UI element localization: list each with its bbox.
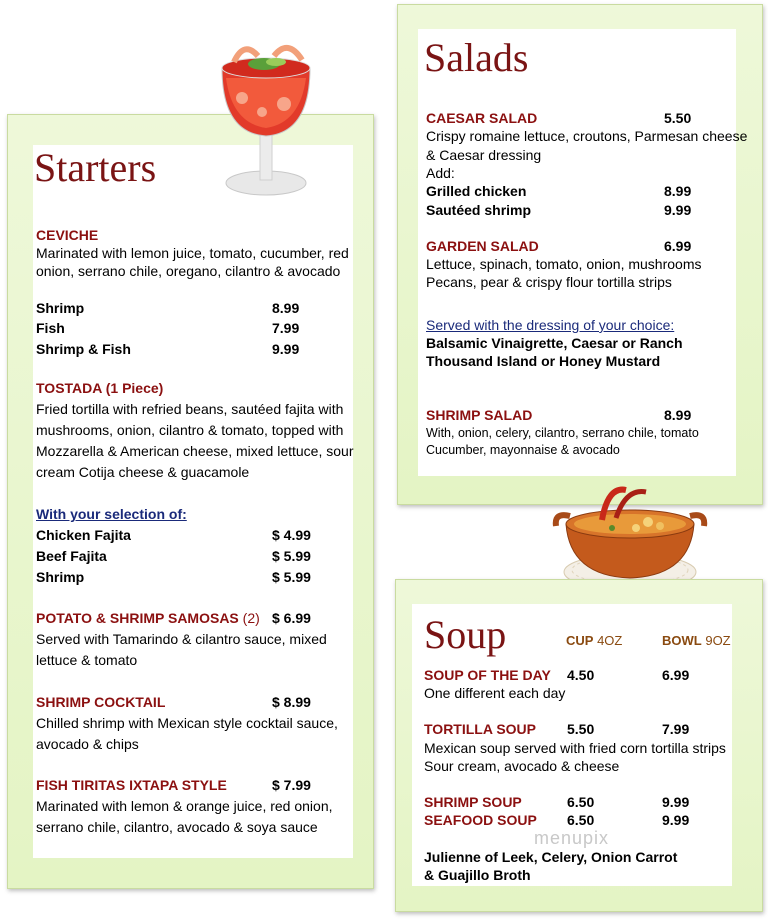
starters-title: Starters [34,145,157,190]
dressing-line-2: Thousand Island or Honey Mustard [426,353,661,369]
bowl-label: BOWL [662,633,702,648]
watermark: menupix [534,828,610,848]
tiritas-desc-1: Marinated with lemon & orange juice, red onion, [36,798,333,814]
samosas-name [36,609,260,627]
shrimp-salad-desc-1: With, onion, celery, cilantro, serrano chile, tomato [426,426,699,440]
cocktail-desc-2: avocado & chips [36,736,139,752]
caesar-price: 5.50 [664,110,692,126]
tostada-option-price: $ 5.99 [272,569,311,585]
soup-item-bowl: 6.99 [662,667,690,683]
caesar-desc-1: Crispy romaine lettuce, croutons, Parmesan cheese [426,128,748,144]
broth-line-1: Julienne of Leek, Celery, Onion Carrot [424,849,678,865]
soup-item-name: SHRIMP SOUP [424,794,522,810]
shrimp-cocktail-image [212,28,320,200]
tostada-desc-4: cream Cotija cheese & guacamole [36,464,250,480]
dressing-line-1: Balsamic Vinaigrette, Caesar or Ranch [426,335,683,351]
caesar-name: CAESAR SALAD [426,110,538,126]
soup-item-bowl: 9.99 [662,812,690,828]
caesar-add-label: Add: [426,165,455,181]
soup-item-cup: 6.50 [567,812,595,828]
garden-desc-1: Lettuce, spinach, tomato, onion, mushrooms [426,256,702,272]
soup-item-cup: 4.50 [567,667,595,683]
tostada-option-price: $ 5.99 [272,548,311,564]
shrimp-salad-price: 8.99 [664,407,692,423]
bowl-header [662,632,731,650]
garden-name: GARDEN SALAD [426,238,539,254]
samosas-qty: (2) [242,610,260,626]
ceviche-option-price: 8.99 [272,300,300,316]
ceviche-option-name: Shrimp & Fish [36,341,131,357]
tostada-option-name: Shrimp [36,569,85,585]
tostada-name: TOSTADA (1 Piece) [36,380,164,396]
caesar-addon-name: Grilled chicken [426,183,527,199]
shrimp-salad-name: SHRIMP SALAD [426,407,533,423]
tostada-option-name: Beef Fajita [36,548,107,564]
ceviche-desc-1: Marinated with lemon juice, tomato, cucumber, red [36,245,349,261]
caesar-desc-2: & Caesar dressing [426,147,542,163]
soup-item-cup: 5.50 [567,721,595,737]
soup-item-desc: Mexican soup served with fried corn tortilla strips [424,740,726,756]
soup-item-bowl: 9.99 [662,794,690,810]
samosas-price: $ 6.99 [272,610,311,626]
tostada-option-price: $ 4.99 [272,527,311,543]
samosas-title: POTATO & SHRIMP SAMOSAS [36,610,239,626]
tostada-desc-2: mushrooms, onion, cilantro & tomato, topped with [36,422,344,438]
soup-item-desc: Sour cream, avocado & cheese [424,758,620,774]
dressing-heading: Served with the dressing of your choice: [426,317,675,333]
broth-line-2: & Guajillo Broth [424,867,531,883]
tostada-option-name: Chicken Fajita [36,527,131,543]
soup-item-name: SEAFOOD SOUP [424,812,537,828]
tostada-desc-1: Fried tortilla with refried beans, sautéed fajita with [36,401,344,417]
tiritas-desc-2: serrano chile, cilantro, avocado & soya sauce [36,819,318,835]
garden-desc-2: Pecans, pear & crispy flour tortilla strips [426,274,672,290]
soup-item-bowl: 7.99 [662,721,690,737]
ceviche-option-name: Fish [36,320,65,336]
soup-item-desc: One different each day [424,685,566,701]
ceviche-name: CEVICHE [36,227,99,243]
caesar-addon-name: Sautéed shrimp [426,202,532,218]
caesar-addon-price: 8.99 [664,183,692,199]
ceviche-option-price: 7.99 [272,320,300,336]
bowl-size: 9OZ [705,633,731,648]
ceviche-desc-2: onion, serrano chile, oregano, cilantro & avocado [36,263,341,279]
ceviche-option-name: Shrimp [36,300,85,316]
soup-title: Soup [424,612,507,657]
samosas-desc-1: Served with Tamarindo & cilantro sauce, mixed [36,631,327,647]
cocktail-price: $ 8.99 [272,694,311,710]
cocktail-desc-1: Chilled shrimp with Mexican style cocktail sauce, [36,715,338,731]
salads-title: Salads [424,35,529,80]
soup-item-name: TORTILLA SOUP [424,721,536,737]
cup-header [566,632,622,650]
caesar-addon-price: 9.99 [664,202,692,218]
samosas-desc-2: lettuce & tomato [36,652,138,668]
cup-size: 4OZ [597,633,623,648]
cocktail-name: SHRIMP COCKTAIL [36,694,166,710]
garden-price: 6.99 [664,238,692,254]
soup-item-name: SOUP OF THE DAY [424,667,551,683]
tiritas-price: $ 7.99 [272,777,311,793]
tostada-desc-3: Mozzarella & American cheese, mixed lettuce, sour [36,443,354,459]
tostada-selection-heading: With your selection of: [36,506,187,522]
ceviche-option-price: 9.99 [272,341,300,357]
tiritas-name: FISH TIRITAS IXTAPA STYLE [36,777,227,793]
shrimp-salad-desc-2: Cucumber, mayonnaise & avocado [426,443,620,457]
cup-label: CUP [566,633,594,648]
soup-item-cup: 6.50 [567,794,595,810]
